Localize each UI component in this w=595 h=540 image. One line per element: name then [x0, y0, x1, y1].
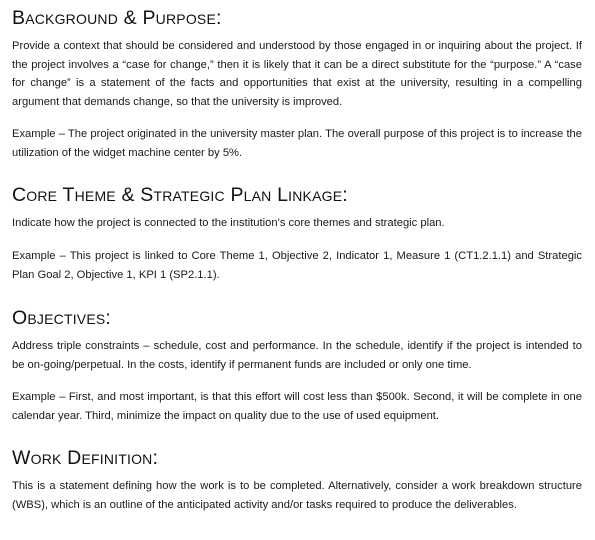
- paragraph-core-theme-example: Example – This project is linked to Core Theme 1, Objective 2, Indicator 1, Measure 1 (CT1.2.1.1) and Strategic Plan Goal 2, Objective 1, KPI 1 (SP2.1.1).: [12, 250, 582, 281]
- section-heading-core-theme: Core Theme & Strategic Plan Linkage:: [12, 184, 348, 206]
- paragraph-background-example: Example – The project originated in the university master plan. The overall purpose of this project is to increase the utilization of the widget machine center by 5%.: [12, 128, 582, 159]
- section-heading-objectives: Objectives:: [12, 307, 112, 329]
- paragraph-objectives-description: Address triple constraints – schedule, cost and performance. In the schedule, identify if the project is intended to be on-going/perpetual. In the costs, identify if permanent funds are included or only one time.: [12, 340, 582, 371]
- section-heading-background-purpose: Background & Purpose:: [12, 7, 222, 29]
- section-heading-work-definition: Work Definition:: [12, 447, 159, 469]
- paragraph-core-theme-description: Indicate how the project is connected to the institution’s core themes and strategic plan.: [12, 217, 445, 229]
- paragraph-background-description: Provide a context that should be considered and understood by those engaged in or inquiring about the project. If the project involves a “case for change,” then it is likely that it can be a direct substitute for the “purpose.” A “case for change” is a statement of the facts and opportunities that exist at the university, resulting in a compelling argument that demands change, so that the university is improved.: [12, 40, 582, 108]
- paragraph-objectives-example: Example – First, and most important, is that this effort will cost less than $500k. Second, it will be complete in one calendar year. Third, minimize the impact on quality due to the use of used equipment.: [12, 391, 582, 422]
- paragraph-work-definition-description: This is a statement defining how the work is to be completed. Alternatively, consider a work breakdown structure (WBS), which is an outline of the anticipated activity and/or tasks required to produce the deliverables.: [12, 480, 582, 511]
